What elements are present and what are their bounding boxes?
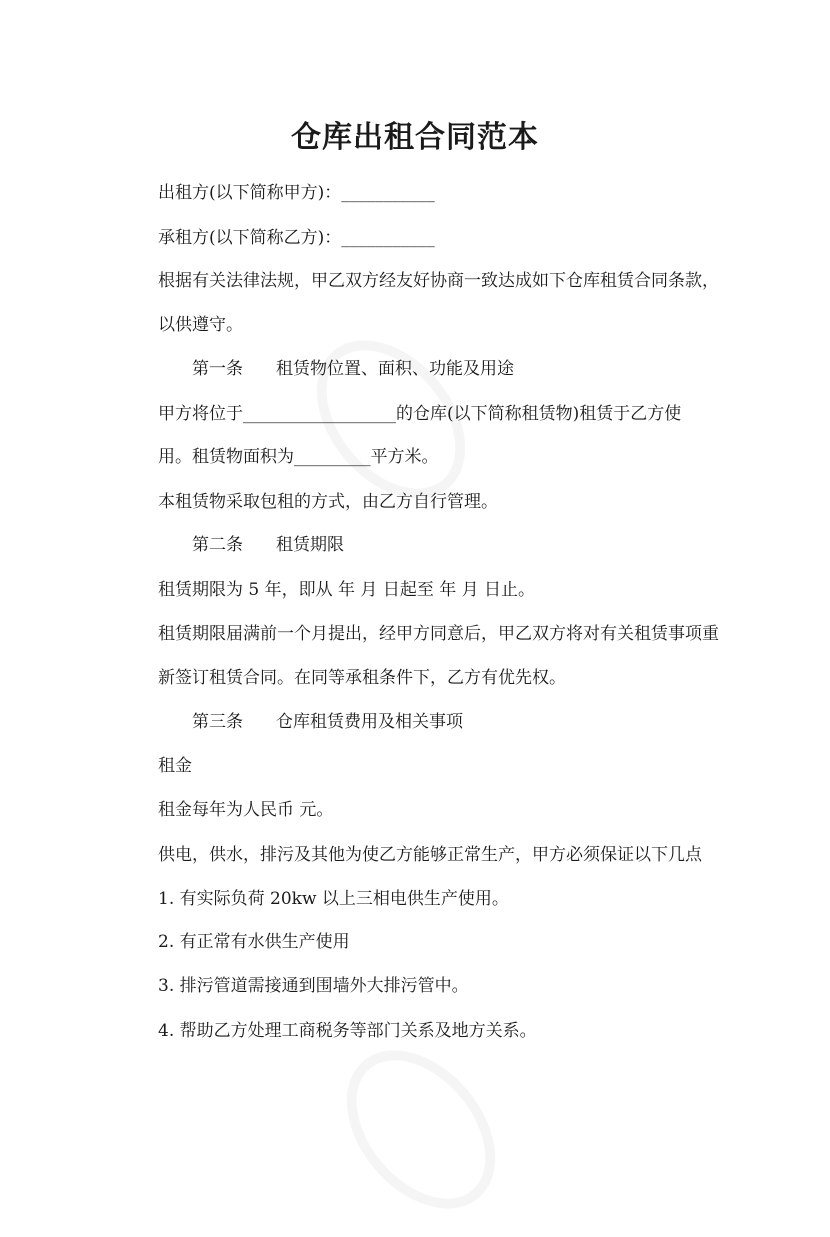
intro-paragraph-line: 以供遵守。 — [158, 315, 243, 335]
paragraph-line: 甲方将位于__________________的仓库(以下简称租赁物)租赁于乙方使 — [158, 404, 682, 424]
list-item: 4. 帮助乙方处理工商税务等部门关系及地方关系。 — [158, 1021, 537, 1041]
subheading: 租金 — [158, 756, 192, 776]
list-item: 2. 有正常有水供生产使用 — [158, 932, 350, 952]
paragraph-line: 新签订租赁合同。在同等承租条件下，乙方有优先权。 — [158, 668, 566, 688]
paragraph-line: 本租赁物采取包租的方式，由乙方自行管理。 — [158, 492, 498, 512]
article-number: 第三条 — [192, 712, 243, 732]
document-title: 仓库出租合同范本 — [291, 120, 539, 155]
article-number: 第二条 — [192, 535, 243, 555]
lessor-line: 出租方(以下简称甲方)：___________ — [158, 183, 435, 203]
watermark — [317, 1022, 525, 1237]
article-title: 租赁期限 — [276, 535, 344, 555]
paragraph-line: 用。租赁物面积为_________平方米。 — [158, 447, 439, 467]
paragraph-line: 租赁期限届满前一个月提出，经甲方同意后，甲乙双方将对有关租赁事项重 — [158, 624, 719, 644]
article-heading-1 — [192, 357, 752, 381]
article-heading-2 — [192, 533, 752, 557]
article-number: 第一条 — [192, 359, 243, 379]
intro-paragraph-line: 根据有关法律法规，甲乙双方经友好协商一致达成如下仓库租赁合同条款， — [158, 271, 719, 291]
lessee-line: 承租方(以下简称乙方)：___________ — [158, 228, 435, 248]
article-title: 仓库租赁费用及相关事项 — [276, 712, 463, 732]
list-item: 3. 排污管道需接通到围墙外大排污管中。 — [158, 976, 469, 996]
article-heading-3 — [192, 710, 752, 734]
paragraph-line: 供电，供水，排污及其他为使乙方能够正常生产，甲方必须保证以下几点 — [158, 845, 702, 865]
paragraph-line: 租赁期限为 5 年，即从 年 月 日起至 年 月 日止。 — [158, 580, 536, 600]
paragraph-line: 租金每年为人民币 元。 — [158, 800, 334, 820]
article-title: 租赁物位置、面积、功能及用途 — [276, 359, 514, 379]
list-item: 1. 有实际负荷 20kw 以上三相电供生产使用。 — [158, 889, 509, 909]
